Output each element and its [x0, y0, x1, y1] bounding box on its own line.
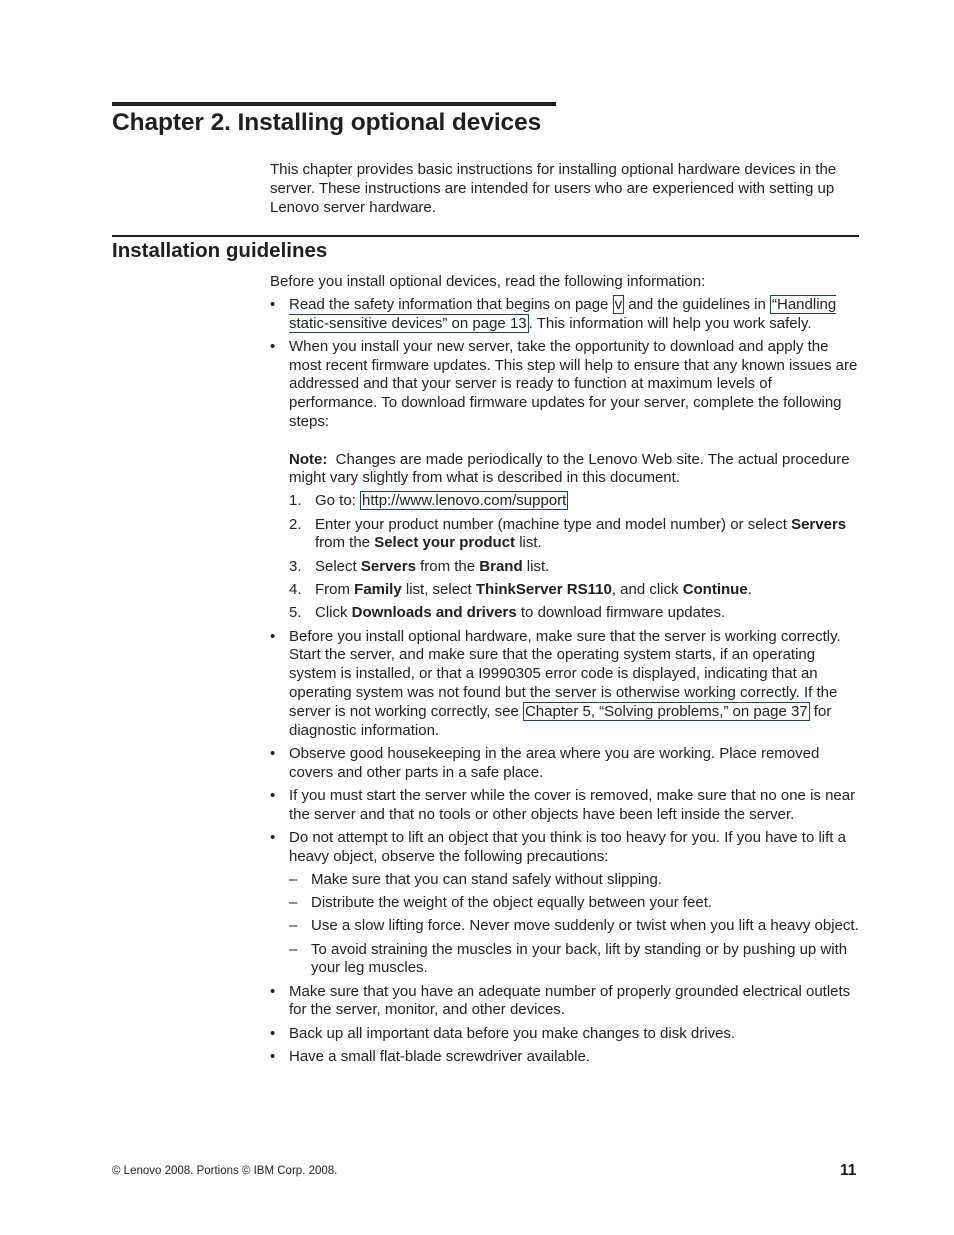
step-number: 2.	[289, 515, 302, 533]
text: list.	[522, 557, 550, 575]
text: Read the safety information that begins on page	[289, 295, 613, 313]
step-number: 1.	[289, 492, 302, 510]
list-item-lift	[270, 829, 862, 978]
precaution-item: – Use a slow lifting force. Never move suddenly or twist when you lift a heavy object.	[289, 917, 862, 936]
text: list, select	[401, 580, 476, 598]
bold-text: Select your product	[374, 534, 516, 552]
list-item-cover: • If you must start the server while the cover is removed, make sure that no one is near the server and that no tools or other objects have been left inside the server.	[270, 787, 862, 825]
precaution-item: – Distribute the weight of the object equally between your feet.	[289, 894, 862, 913]
list-item-safety	[270, 296, 862, 334]
step-number: 3.	[289, 557, 302, 575]
firmware-steps	[289, 492, 862, 623]
step-5	[289, 604, 862, 623]
link-static-sensitive[interactable]: “Handling static-sensitive devices” on page 13	[289, 295, 837, 332]
list-item-outlets: • Make sure that you have an adequate number of properly grounded electrical outlets for the server, monitor, and other devices.	[270, 983, 862, 1021]
link-chapter-5[interactable]: Chapter 5, “Solving problems,” on page 37	[524, 702, 808, 720]
text: Enter your product number (machine type and model number) or select	[315, 515, 792, 533]
chapter-title: Chapter 2. Installing optional devices	[112, 109, 542, 136]
text: for diagnostic information.	[289, 702, 832, 739]
text: From	[315, 580, 355, 598]
link-lenovo-support[interactable]: http://www.lenovo.com/support	[362, 492, 567, 510]
bold-text: Servers	[360, 557, 416, 575]
list-item-firmware	[270, 338, 862, 623]
text: Before you install optional hardware, make sure that the server is working correctly. Start the server, and make sure that the operating system starts, if an operating system is installed, or that a I9990305 error code is displayed, indicating that an operating system was not found but the server is otherwise working correctly. If the server is not working correctly, see	[289, 627, 841, 720]
text: Click	[315, 604, 352, 622]
section-title: Installation guidelines	[112, 239, 328, 262]
precaution-item: – To avoid straining the muscles in your back, lift by standing or by pushing up with your leg muscles.	[289, 941, 862, 979]
step-number: 4.	[289, 580, 302, 598]
link-page-v[interactable]: v	[614, 295, 623, 313]
text: When you install your new server, take the opportunity to download and apply the most recent firmware updates. This step will help to ensure that any known issues are addressed and that your server is ready to function at maximum levels of performance. To download firmware updates for your server, complete the following steps:	[289, 337, 858, 431]
section-lead: Before you install optional devices, read the following information:	[270, 273, 706, 290]
step-1	[289, 492, 862, 511]
lift-precautions	[289, 871, 862, 978]
text: from the	[415, 557, 480, 575]
text: .	[747, 580, 752, 598]
bold-text: Servers	[791, 515, 847, 533]
note	[289, 451, 862, 489]
bold-text: Family	[354, 580, 402, 598]
note-label: Note:	[289, 450, 328, 468]
chapter-rule	[112, 102, 556, 106]
text: list.	[515, 534, 542, 552]
text: , and click	[611, 580, 683, 598]
note-text: Changes are made periodically to the Lenovo Web site. The actual procedure might vary slightly from what is described in this document.	[289, 450, 850, 487]
text: from the	[315, 534, 375, 552]
text: Select	[315, 557, 361, 575]
page-number: 11	[840, 1162, 857, 1179]
text: and the guidelines in	[624, 295, 771, 313]
step-number: 5.	[289, 604, 302, 622]
list-item-working	[270, 628, 862, 741]
footer-copyright: © Lenovo 2008. Portions © IBM Corp. 2008.	[112, 1165, 338, 1177]
chapter-intro: This chapter provides basic instructions for installing optional hardware devices in the server. These instructions are intended for users who are experienced with setting up Lenovo server hardware.	[270, 161, 837, 216]
text: to download firmware updates.	[516, 604, 726, 622]
text: . This information will help you work safely.	[528, 314, 812, 332]
step-4	[289, 581, 862, 600]
step-3	[289, 558, 862, 577]
bold-text: Brand	[479, 557, 523, 575]
guidelines-list	[270, 296, 862, 1067]
section-body	[270, 273, 862, 1071]
text: Do not attempt to lift an object that you think is too heavy for you. If you have to lift a heavy object, observe the following precautions:	[289, 829, 846, 865]
bold-text: ThinkServer RS110	[475, 580, 612, 598]
list-item-housekeeping: • Observe good housekeeping in the area where you are working. Place removed covers and other parts in a safe place.	[270, 745, 862, 783]
text: Go to:	[315, 492, 361, 510]
list-item-backup: • Back up all important data before you make changes to disk drives.	[270, 1025, 862, 1044]
step-2	[289, 516, 862, 554]
precaution-item: – Make sure that you can stand safely without slipping.	[289, 871, 862, 890]
bold-text: Downloads and drivers	[351, 604, 517, 622]
bold-text: Continue	[682, 580, 748, 598]
list-item-screwdriver: • Have a small flat-blade screwdriver available.	[270, 1048, 862, 1067]
section-rule	[112, 235, 859, 237]
